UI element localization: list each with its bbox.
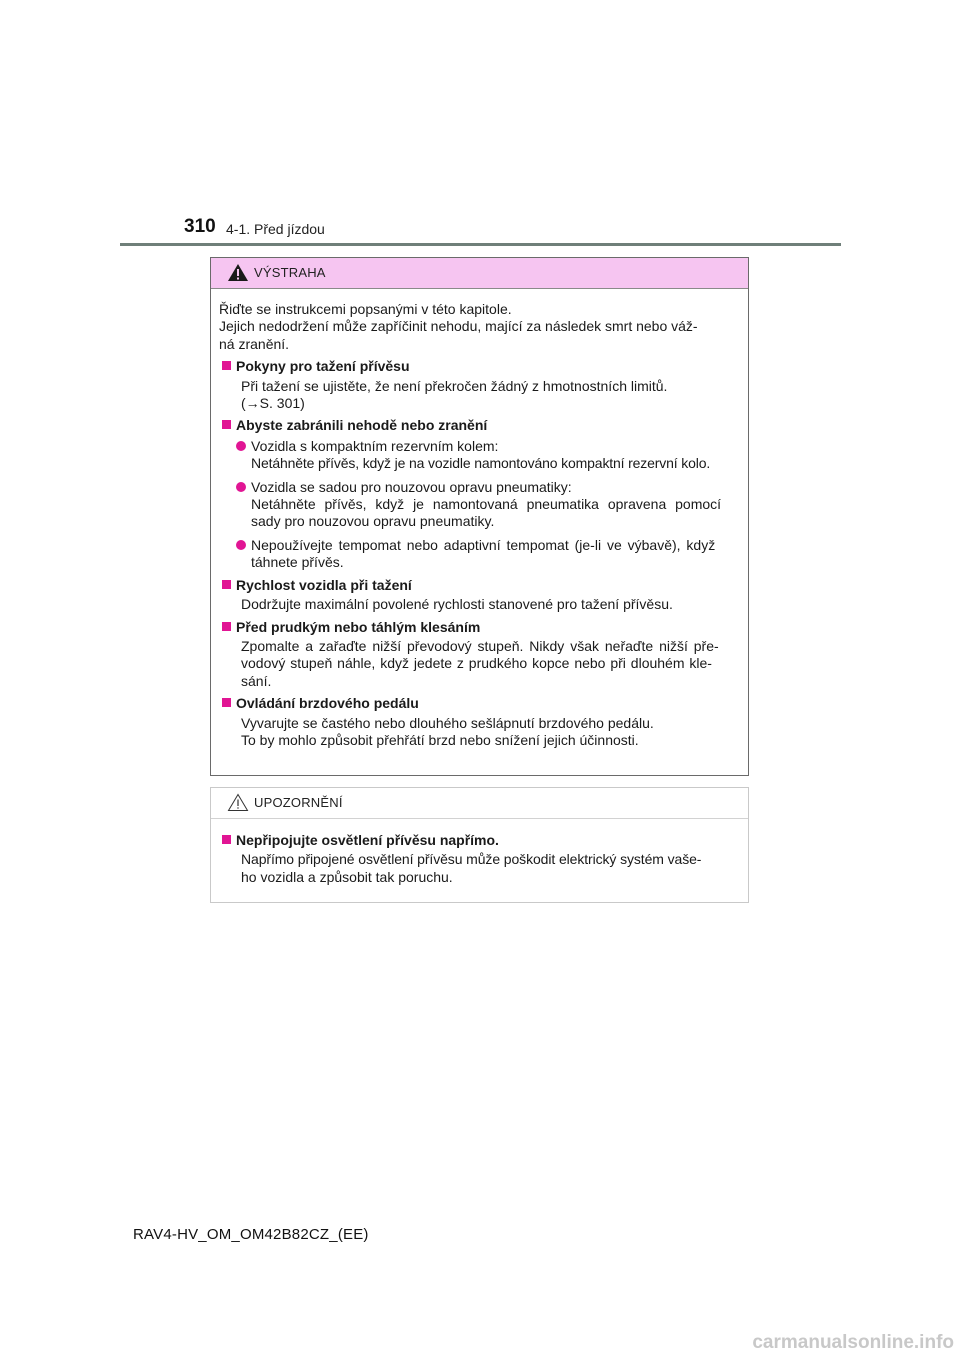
intro-line: Jejich nedodržení může zapříčinit nehodu, mající za následek smrt nebo váž- [219, 318, 698, 335]
square-bullet-icon [222, 698, 231, 707]
list-item: Nepoužívejte tempomat nebo adaptivní tempomat (je-li ve výbavě), když táhnete přívěs. [219, 537, 740, 572]
list-item: Vozidla se sadou pro nouzovou opravu pneumatiky: Netáhněte přívěs, když je namontovaná pneumatika opravena pomocí sady pro nouzovou opravu pneumatiky. [219, 479, 740, 531]
round-bullet-icon [236, 482, 246, 492]
warning-label: VÝSTRAHA [254, 265, 326, 280]
warning-triangle-icon [227, 263, 249, 282]
caution-body [211, 819, 748, 886]
caution-label: UPOZORNĚNÍ [254, 795, 343, 810]
section-trailer-lights [219, 832, 740, 886]
section-heading: Abyste zabránili nehodě nebo zranění [219, 417, 740, 434]
square-bullet-icon [222, 580, 231, 589]
section-text: Při tažení se ujistěte, že není překročen žádný z hmotnostních limitů. (→S. 301) [241, 377, 668, 412]
warning-box [210, 257, 749, 776]
warning-intro [219, 301, 740, 353]
round-bullet-icon [236, 441, 246, 451]
watermark: carmanualsonline.info [752, 1332, 954, 1353]
section-text: Dodržujte maximální povolené rychlosti stanovené pro tažení přívěsu. [241, 596, 673, 613]
list-item: Vozidla s kompaktním rezervním kolem: Netáhněte přívěs, když je na vozidle namontováno kompaktní rezervní kolo. [219, 438, 740, 473]
section-heading: Rychlost vozidla při tažení [219, 577, 740, 594]
section-title: 4-1. Před jízdou [226, 221, 325, 237]
warning-body [211, 289, 748, 749]
round-bullet-icon [236, 540, 246, 550]
section-heading: Nepřipojujte osvětlení přívěsu napřímo. [219, 832, 740, 849]
section-text: Napřímo připojené osvětlení přívěsu může poškodit elektrický systém vaše- ho vozidla a způsobit tak poruchu. [241, 851, 702, 885]
square-bullet-icon [222, 622, 231, 631]
section-prevent-accident [219, 417, 740, 571]
intro-line: Řiďte se instrukcemi popsanými v této kapitole. [219, 301, 512, 317]
section-heading: Před prudkým nebo táhlým klesáním [219, 619, 740, 636]
section-text: Vyvarujte se častého nebo dlouhého sešlápnutí brzdového pedálu. To by mohlo způsobit přehřátí brzd nebo snížení jejich účinnosti. [241, 714, 654, 748]
intro-line: ná zranění. [219, 335, 290, 352]
caution-triangle-outline-icon [227, 793, 249, 812]
document-code: RAV4-HV_OM_OM42B82CZ_(EE) [133, 1226, 369, 1243]
section-brake-pedal [219, 695, 740, 749]
square-bullet-icon [222, 835, 231, 844]
caution-header [211, 788, 748, 819]
warning-header [211, 258, 748, 289]
square-bullet-icon [222, 420, 231, 429]
section-heading: Pokyny pro tažení přívěsu [219, 358, 740, 375]
section-towing-instructions [219, 358, 740, 412]
section-towing-speed [219, 577, 740, 614]
header-rule [120, 243, 841, 246]
section-text: Zpomalte a zařaďte nižší převodový stupeň. Nikdy však neřaďte nižší pře- vodový stupeň náhle, když jedete z prudkého kopce nebo při dlouhém kle- sání. [241, 637, 719, 689]
page-number: 310 [184, 216, 216, 237]
caution-box [210, 787, 749, 903]
square-bullet-icon [222, 361, 231, 370]
section-heading: Ovládání brzdového pedálu [219, 695, 740, 712]
section-steep-descent [219, 619, 740, 691]
